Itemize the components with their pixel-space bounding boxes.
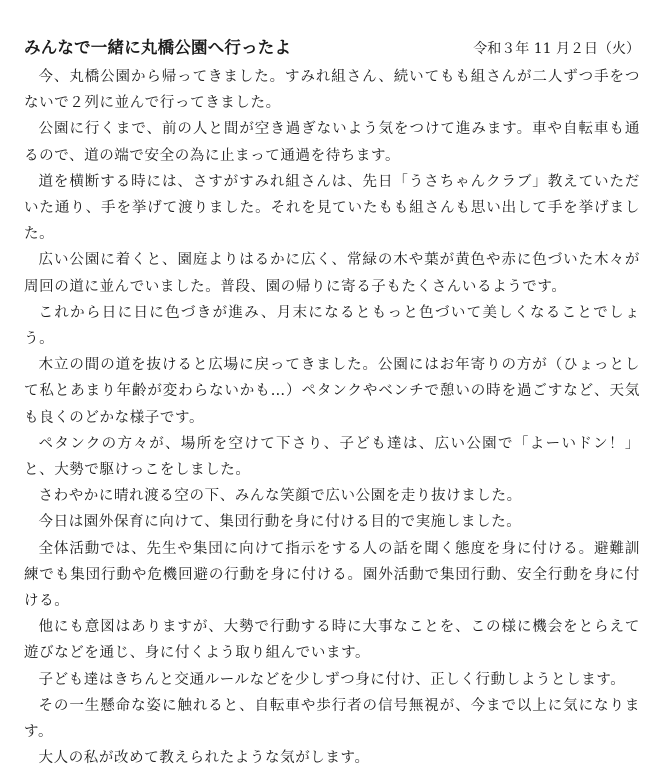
document-header [24,34,640,62]
paragraph: 子ども達はきちんと交通ルールなどを少しずつ身に付け、正しく行動しようとします。 [38,671,626,688]
paragraph: 公園に行くまで、前の人と間が空き過ぎないよう気をつけて進みます。車や自転車も通るので、道の端で安全の為に止まって通過を待ちます。 [24,121,640,164]
paragraph: 今、丸橋公園から帰ってきました。すみれ組さん、続いてもも組さんが二人ずつ手をつないで２列に並んで行ってきました。 [24,69,640,112]
paragraph: これから日に日に色づきが進み、月末になるともっと色づいて美しくなることでしょう。 [24,304,640,348]
document-date: 令和３年 11 月２日（火） [473,41,640,57]
paragraph: 他にも意図はありますが、大勢で行動する時に大事なことを、この様に機会をとらえて遊びなどを通じ、身に付くよう取り組んでいます。 [24,619,640,662]
paragraph: ペタンクの方々が、場所を空けて下さり、子ども達は、広い公園で「よーいドン！」と、大勢で駆けっこをしました。 [24,435,640,479]
paragraph: その一生懸命な姿に触れると、自転車や歩行者の信号無視が、今まで以上に気になります。 [24,697,640,741]
paragraph: さわやかに晴れ渡る空の下、みんな笑顔で広い公園を走り抜けました。 [38,488,522,505]
document-title: みんなで一緒に丸橋公園へ行ったよ [24,38,292,57]
document-body [24,64,640,771]
paragraph: 全体活動では、先生や集団に向けて指示をする人の話を聞く態度を身に付ける。避難訓練でも集団行動や危機回避の行動を身に付ける。園外活動で集団行動、安全行動を身に付ける。 [24,540,640,610]
paragraph: 大人の私が改めて教えられたような気がします。 [38,750,370,767]
paragraph: 木立の間の道を抜けると広場に戻ってきました。公園にはお年寄りの方が（ひょっとして私とあまり年齢が変わらないかも…）ペタンクやベンチで憩いの時を過ごすなど、天気も良くのどかな様子です。 [24,357,640,426]
paragraph: 道を横断する時には、さすがすみれ組さんは、先日「うさちゃんクラブ」教えていただいた通り、手を挙げて渡りました。それを見ていたもも組さんも思い出して手を挙げました。 [24,173,640,243]
paragraph: 今日は園外保育に向けて、集団行動を身に付ける目的で実施しました。 [38,514,522,531]
paragraph: 広い公園に着くと、園庭よりはるかに広く、常緑の木や葉が黄色や赤に色づいた木々が周回の道に並んでいました。普段、園の帰りに寄る子もたくさんいるようです。 [24,252,640,295]
